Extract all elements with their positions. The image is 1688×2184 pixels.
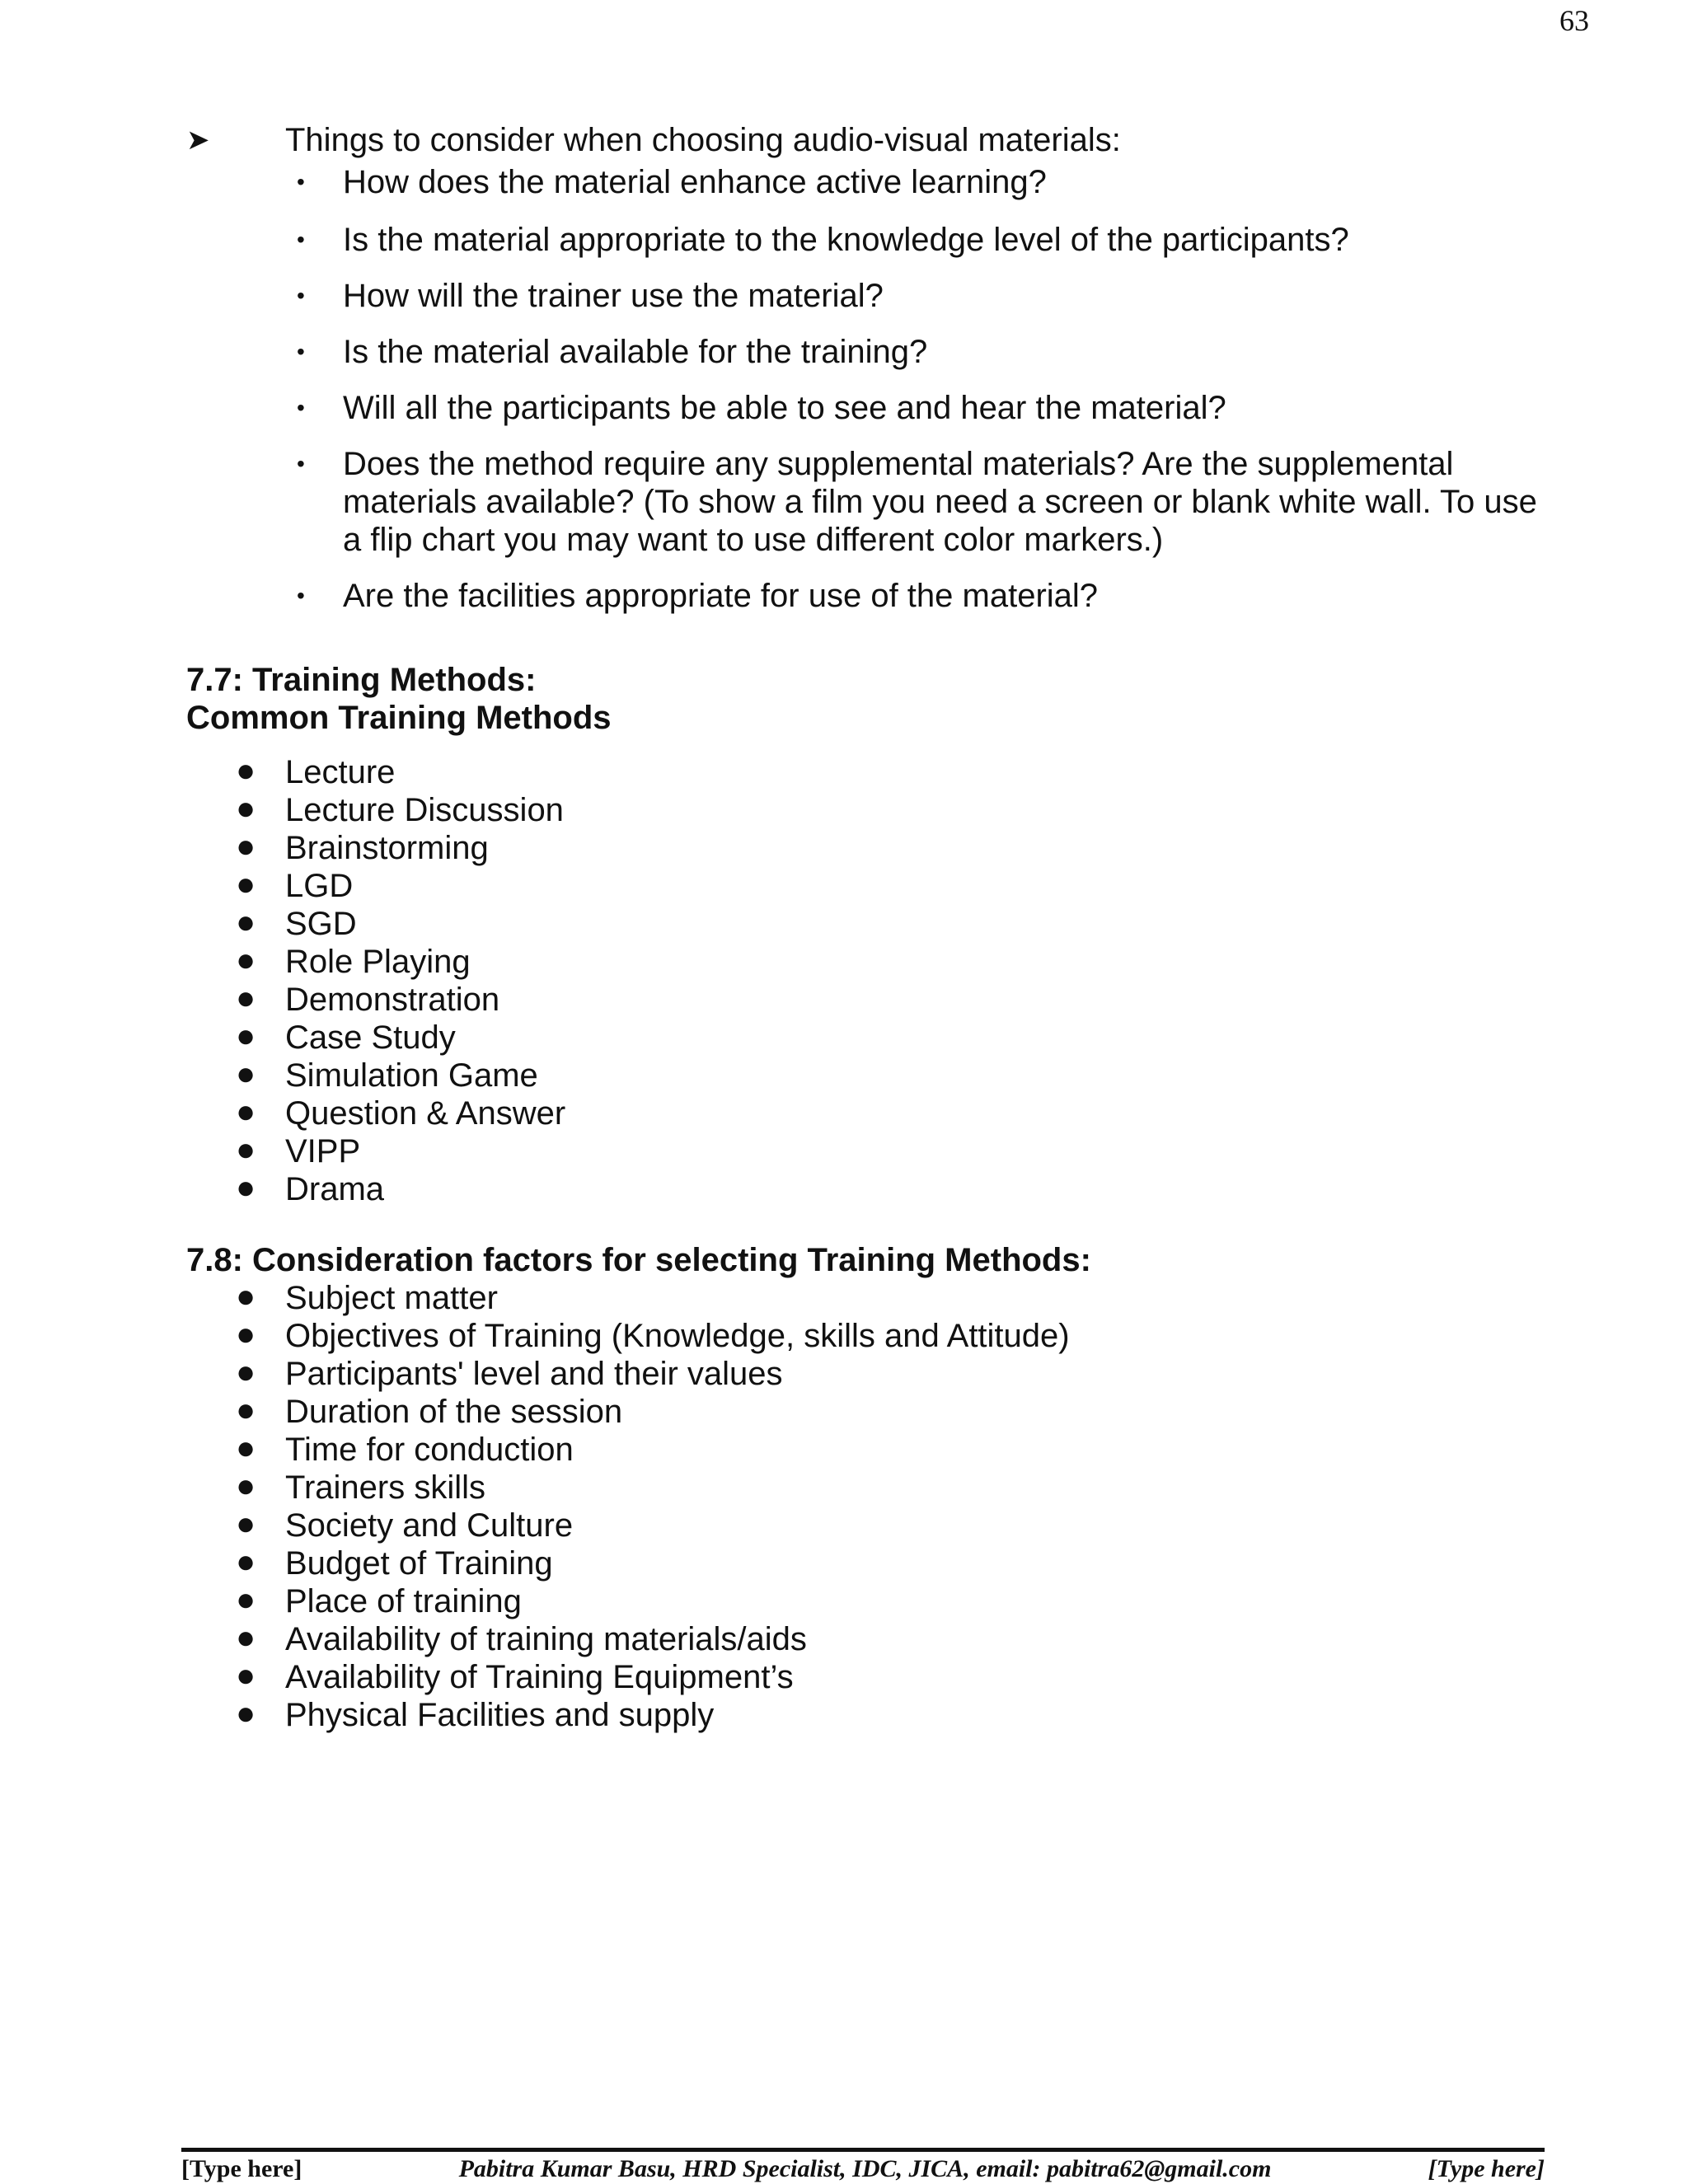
training-method-item	[236, 1169, 1538, 1208]
list-item-text: Subject matter	[285, 1280, 498, 1316]
training-method-item	[236, 1094, 1538, 1132]
selection-factor-item	[236, 1430, 1538, 1469]
list-item-text: Will all the participants be able to see and hear the material?	[343, 390, 1226, 426]
bullet-icon: ●	[236, 1619, 256, 1656]
bullet-icon: ●	[236, 1354, 256, 1390]
bullet-icon: ●	[236, 1018, 256, 1054]
bullet-icon: ●	[236, 1468, 256, 1504]
bullet-icon: ●	[236, 1056, 256, 1092]
bullet-icon: ●	[236, 1695, 256, 1732]
bullet-icon: •	[297, 283, 305, 308]
list-item-text: Does the method require any supplemental materials? Are the supplemental materials available? (To show a film you need a screen or blank white wall. To use a flip chart you may want to use different color markers.)	[343, 446, 1537, 558]
selection-factor-item	[236, 1354, 1538, 1393]
list-item-text: Is the material available for the training?	[343, 334, 928, 370]
selection-factor-item	[236, 1657, 1538, 1696]
list-item-text: Budget of Training	[285, 1545, 553, 1582]
bullet-icon: ●	[236, 980, 256, 1016]
list-item-text: Lecture	[285, 754, 396, 790]
list-item-text: Participants' level and their values	[285, 1356, 783, 1392]
bullet-icon: ●	[236, 1657, 256, 1694]
bullet-icon: ●	[236, 942, 256, 978]
bullet-icon: ●	[236, 790, 256, 827]
selection-factor-item	[236, 1582, 1538, 1620]
bullet-icon: •	[297, 395, 305, 420]
bullet-icon: •	[297, 339, 305, 364]
list-item-text: Duration of the session	[285, 1394, 623, 1430]
training-method-item	[236, 790, 1538, 829]
bullet-icon: ●	[236, 1430, 256, 1466]
list-item-text: Trainers skills	[285, 1469, 485, 1506]
training-methods-list	[186, 753, 1538, 1208]
training-method-item	[236, 1132, 1538, 1170]
training-method-item	[236, 980, 1538, 1019]
list-item-text: Physical Facilities and supply	[285, 1697, 715, 1733]
arrow-bullet-icon: ➤	[186, 124, 210, 156]
bullet-icon: ●	[236, 1582, 256, 1618]
bullet-icon: •	[297, 451, 305, 476]
selection-factor-item	[236, 1392, 1538, 1431]
list-item-text: Is the material appropriate to the knowledge level of the participants?	[343, 222, 1349, 258]
bullet-icon: •	[297, 227, 305, 252]
training-method-item	[236, 1056, 1538, 1094]
list-item-text: Are the facilities appropriate for use of the material?	[343, 578, 1099, 614]
training-method-item	[236, 942, 1538, 981]
selection-factor-item	[236, 1506, 1538, 1544]
page-number: 63	[1559, 4, 1589, 37]
selection-factors-list	[186, 1279, 1538, 1734]
footer-author: Pabitra Kumar Basu, HRD Specialist, IDC, JICA, email: pabitra62@gmail.com	[458, 2155, 1272, 2182]
list-item-text: Case Study	[285, 1019, 456, 1056]
consideration-item	[297, 277, 1538, 315]
bullet-icon: ●	[236, 1169, 256, 1206]
list-item-text: Place of training	[285, 1583, 522, 1619]
list-item-text: Availability of Training Equipment’s	[285, 1659, 794, 1695]
list-item-text: Question & Answer	[285, 1095, 566, 1132]
bullet-icon: ●	[236, 1316, 256, 1352]
considerations-list	[186, 163, 1538, 615]
bullet-icon: •	[297, 169, 305, 194]
list-item-text: Objectives of Training (Knowledge, skills and Attitude)	[285, 1318, 1070, 1354]
intro-heading: Things to consider when choosing audio-visual materials:	[285, 122, 1121, 158]
list-item-text: How will the trainer use the material?	[343, 278, 884, 314]
footer-right: [Type here]	[1428, 2155, 1545, 2182]
bullet-icon: ●	[236, 1132, 256, 1168]
consideration-item	[297, 221, 1538, 259]
bullet-icon: ●	[236, 1094, 256, 1130]
bullet-icon: ●	[236, 904, 256, 940]
consideration-item	[297, 577, 1538, 615]
consideration-item	[297, 445, 1538, 559]
section-7-7-title: 7.7: Training Methods:	[186, 662, 537, 698]
section-7-8-title: 7.8: Consideration factors for selecting Training Methods:	[186, 1242, 1091, 1278]
consideration-item	[297, 163, 1538, 201]
training-method-item	[236, 866, 1538, 905]
consideration-item	[297, 333, 1538, 371]
bullet-icon: ●	[236, 752, 256, 789]
list-item-text: Simulation Game	[285, 1057, 538, 1094]
selection-factor-item	[236, 1468, 1538, 1507]
bullet-icon: ●	[236, 866, 256, 902]
bullet-icon: ●	[236, 1544, 256, 1580]
list-item-text: SGD	[285, 906, 357, 942]
list-item-text: How does the material enhance active learning?	[343, 164, 1047, 200]
selection-factor-item	[236, 1695, 1538, 1734]
training-method-item	[236, 828, 1538, 867]
list-item-text: Demonstration	[285, 982, 500, 1018]
list-item-text: Role Playing	[285, 944, 471, 980]
page-content	[186, 119, 1538, 1734]
consideration-item	[297, 389, 1538, 427]
selection-factor-item	[236, 1544, 1538, 1582]
list-item-text: LGD	[285, 868, 354, 904]
footer-left: [Type here]	[181, 2155, 302, 2182]
page-footer	[181, 2148, 1545, 2183]
training-method-item	[236, 904, 1538, 943]
training-method-item	[236, 1018, 1538, 1057]
bullet-icon: ●	[236, 1392, 256, 1428]
list-item-text: Drama	[285, 1171, 385, 1207]
selection-factor-item	[236, 1619, 1538, 1658]
bullet-icon: •	[297, 583, 305, 608]
list-item-text: VIPP	[285, 1133, 361, 1169]
intro-block	[186, 119, 1538, 162]
section-7-7-subtitle: Common Training Methods	[186, 700, 612, 736]
training-method-item	[236, 752, 1538, 791]
bullet-icon: ●	[236, 1506, 256, 1542]
bullet-icon: ●	[236, 828, 256, 865]
list-item-text: Lecture Discussion	[285, 792, 564, 828]
list-item-text: Availability of training materials/aids	[285, 1621, 807, 1657]
bullet-icon: ●	[236, 1278, 256, 1315]
list-item-text: Brainstorming	[285, 830, 489, 866]
selection-factor-item	[236, 1316, 1538, 1355]
list-item-text: Time for conduction	[285, 1432, 574, 1468]
list-item-text: Society and Culture	[285, 1507, 574, 1544]
selection-factor-item	[236, 1278, 1538, 1317]
